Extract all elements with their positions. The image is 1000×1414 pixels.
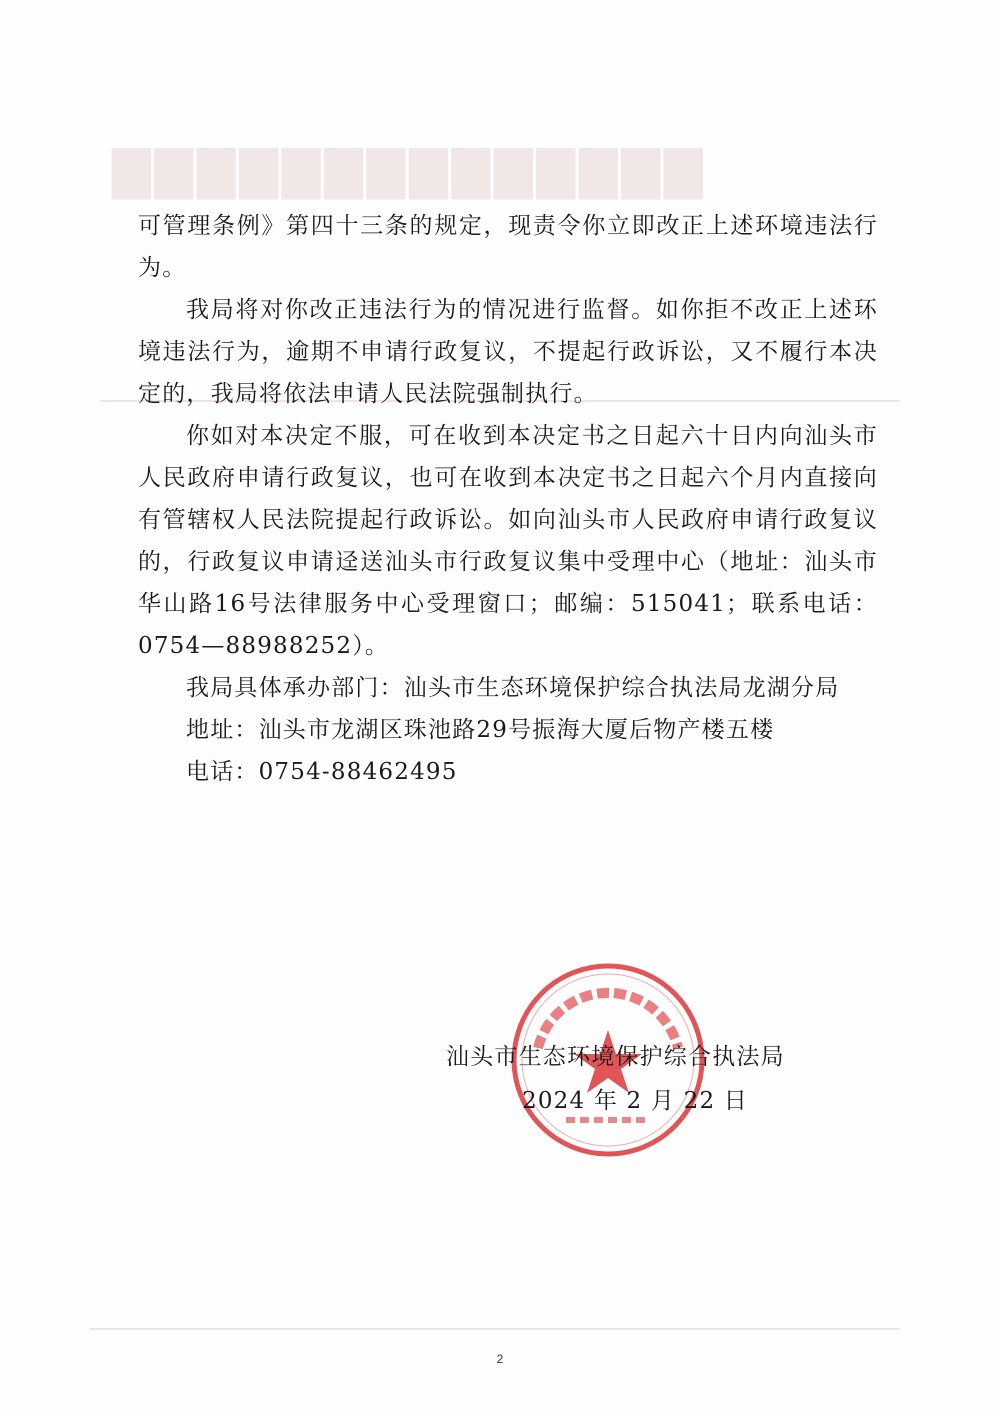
paragraph-handling-department: 我局具体承办部门：汕头市生态环境保护综合执法局龙湖分局 — [186, 675, 840, 701]
document-body — [138, 205, 878, 793]
paragraph-continuation: 可管理条例》第四十三条的规定，现责令你立即改正上述环境违法行为。 — [138, 213, 878, 281]
bleed-through-rule-bottom — [90, 1328, 900, 1330]
bleed-through-header: ▇▇▇▇▇▇▇▇▇▇▇▇▇▇ — [108, 140, 703, 199]
signing-organization: 汕头市生态环境保护综合执法局 — [446, 1044, 785, 1070]
signing-date: 2024 年 2 月 22 日 — [522, 1088, 748, 1114]
paragraph-appeal-rights: 你如对本决定不服，可在收到本决定书之日起六十日内向汕头市人民政府申请行政复议，也可在收到本决定书之日起六个月内直接向有管辖权人民法院提起行政诉讼。如向汕头市人民政府申请行政复议的，行政复议申请迳送汕头市行政复议集中受理中心（地址：汕头市华山路16号法律服务中心受理窗口；邮编：515041；联系电话：0754—88988252）。 — [138, 423, 878, 659]
signature-block — [446, 1035, 785, 1123]
paragraph-supervision: 我局将对你改正违法行为的情况进行监督。如你拒不改正上述环境违法行为，逾期不申请行政复议，不提起行政诉讼，又不履行本决定的，我局将依法申请人民法院强制执行。 — [138, 297, 878, 407]
paragraph-address: 地址：汕头市龙湖区珠池路29号振海大厦后物产楼五楼 — [186, 717, 775, 743]
paragraph-phone: 电话：0754-88462495 — [186, 759, 458, 785]
page-number: 2 — [496, 1352, 504, 1366]
